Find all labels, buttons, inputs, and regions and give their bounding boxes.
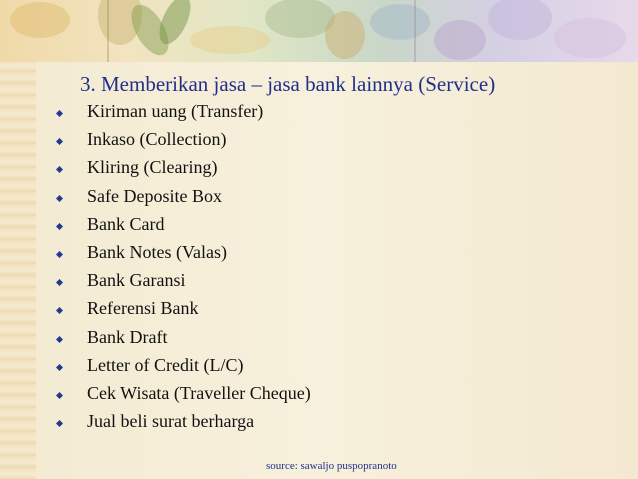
diamond-bullet-icon [56,251,63,258]
list-item [54,210,311,238]
diamond-bullet-icon [56,420,63,427]
diamond-bullet-icon [56,392,63,399]
slide-title: 3. Memberikan jasa – jasa bank lainnya (Service) [80,72,496,96]
service-list [54,97,311,435]
list-item-label: Bank Draft [87,326,168,347]
list-item-label: Safe Deposite Box [87,185,222,206]
list-item [54,294,311,322]
list-item [54,266,311,294]
source-caption: source: sawaljo puspopranoto [266,460,397,472]
list-item [54,182,311,210]
diamond-bullet-icon [56,223,63,230]
list-item-label: Bank Garansi [87,270,186,291]
list-item-label: Bank Card [87,213,165,234]
diamond-bullet-icon [56,364,63,371]
diamond-bullet-icon [56,307,63,314]
list-item-label: Referensi Bank [87,298,199,319]
list-item [54,407,311,435]
list-item [54,351,311,379]
list-item [54,97,311,125]
list-item-label: Jual beli surat berharga [87,411,255,432]
list-item [54,238,311,266]
diamond-bullet-icon [56,336,63,343]
list-item-label: Kiriman uang (Transfer) [87,101,264,121]
diamond-bullet-icon [56,279,63,286]
decorative-left-strip [0,0,36,479]
list-item [54,153,311,181]
diamond-bullet-icon [56,110,63,117]
list-item-label: Cek Wisata (Traveller Cheque) [87,382,311,403]
decorative-floral-banner [0,0,638,62]
list-item [54,125,311,153]
diamond-bullet-icon [56,138,63,145]
list-item-label: Letter of Credit (L/C) [87,354,244,375]
floral-banner-image [0,0,638,62]
list-item-label: Bank Notes (Valas) [87,241,227,262]
list-item-label: Inkaso (Collection) [87,129,227,150]
list-item-label: Kliring (Clearing) [87,157,218,178]
diamond-bullet-icon [56,195,63,202]
list-item [54,379,311,407]
list-item [54,323,311,351]
diamond-bullet-icon [56,166,63,173]
